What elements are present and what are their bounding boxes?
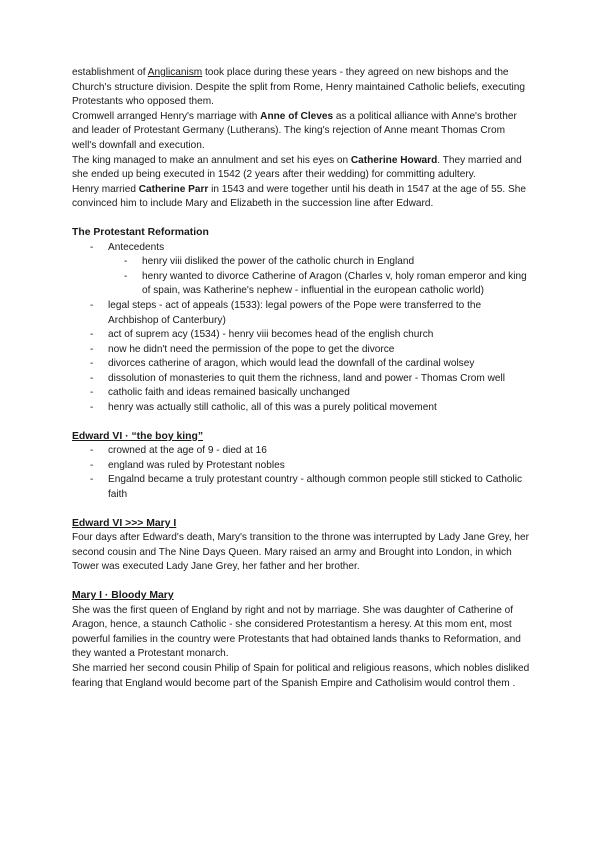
list-item: - act of suprem acy (1534) - henry viii becomes head of the english church <box>72 328 532 343</box>
antecedents-list <box>106 255 532 299</box>
reformation-heading: The Protestant Reformation <box>72 226 209 238</box>
anglicanism-term: Anglicanism <box>147 67 203 78</box>
edward-mary-section <box>72 517 532 575</box>
anne-of-cleves-term: Anne of Cleves <box>260 110 334 122</box>
list-item: - england was ruled by Protestant nobles <box>72 459 532 474</box>
list-item: - catholic faith and ideas remained basically unchanged <box>72 386 532 401</box>
list-item: - henry wanted to divorce Catherine of Aragon (Charles v, holy roman emperor and king of spain, was Katherine's nephew - influential in the european catholic world) <box>106 270 532 299</box>
antecedents-label: Antecedents <box>108 241 165 253</box>
list-item: - henry viii disliked the power of the catholic church in England <box>106 255 532 270</box>
edward-mary-paragraph: Four days after Edward's death, Mary's transition to the throne was interrupted by Lady Jane Grey, her second cousin and The Nine Days Queen. Mary raised an army and Brought into London, in which Tower was executed Lady Jane Grey, her father and her brother. <box>72 532 529 573</box>
mary-heading: Mary I · Bloody Mary <box>72 590 174 601</box>
edward-mary-heading: Edward VI >>> Mary I <box>72 517 177 529</box>
edward-heading: Edward VI · “the boy king” <box>72 430 204 442</box>
list-item: - dissolution of monasteries to quit them the richness, land and power - Thomas Crom well <box>72 372 532 387</box>
reformation-list <box>72 241 532 416</box>
list-item: - crowned at the age of 9 - died at 16 <box>72 444 532 459</box>
list-item: - legal steps - act of appeals (1533): legal powers of the Pope were transferred to the Archbishop of Canterbury) <box>72 299 532 328</box>
reformation-section <box>72 226 532 416</box>
intro-paragraph-catherine-parr: Henry married Catherine Parr in 1543 and were together until his death in 1547 at the age of 55. She convinced him to include Mary and Elizabeth in the succession line after Edward. <box>72 183 526 210</box>
catherine-howard-term: Catherine Howard <box>350 154 438 166</box>
list-item: - divorces catherine of aragon, which would lead the downfall of the cardinal wolsey <box>72 357 532 372</box>
edward-list <box>72 444 532 502</box>
list-item: - henry was actually still catholic, all of this was a purely political movement <box>72 401 532 416</box>
list-item <box>72 241 532 299</box>
list-item: - now he didn't need the permission of the pope to get the divorce <box>72 343 532 358</box>
edward-section <box>72 430 532 503</box>
mary-section <box>72 589 532 691</box>
intro-paragraph-anne-of-cleves: Cromwell arranged Henry's marriage with Anne of Cleves as a political alliance with Anne's brother and leader of Protestant Germany (Lutherans). The king's rejection of Anne meant Thomas Crom well's downfall and execution. <box>72 110 517 151</box>
intro-paragraph-catherine-howard: The king managed to make an annulment and set his eyes on Catherine Howard. They married and she ended up being executed in 1542 (2 years after their wedding) for committing adultery. <box>72 154 522 181</box>
mary-paragraph-1: She was the first queen of England by right and not by marriage. She was daughter of Catherine of Aragon, hence, a staunch Catholic - she considered Protestantism a heresy. At this mom ent, most powerful families in the country were Protestants that had obtained lands thanks to Reformation, and they wanted a Protestant monarch. <box>72 604 521 660</box>
document-page <box>72 66 532 691</box>
list-item: - Engalnd became a truly protestant country - although common people still sticked to Catholic faith <box>72 473 532 502</box>
catherine-parr-term: Catherine Parr <box>138 183 209 195</box>
mary-paragraph-2: She married her second cousin Philip of Spain for political and religious reasons, which nobles disliked fearing that England would become part of the Spanish Empire and Catholisim would control them . <box>72 662 530 689</box>
intro-paragraph-anglicanism: establishment of Anglicanism took place during these years - they agreed on new bishops and the Church's structure division. Despite the split from Rome, Henry maintained Catholic beliefs, executing Protestants who opposed them. <box>72 67 525 108</box>
